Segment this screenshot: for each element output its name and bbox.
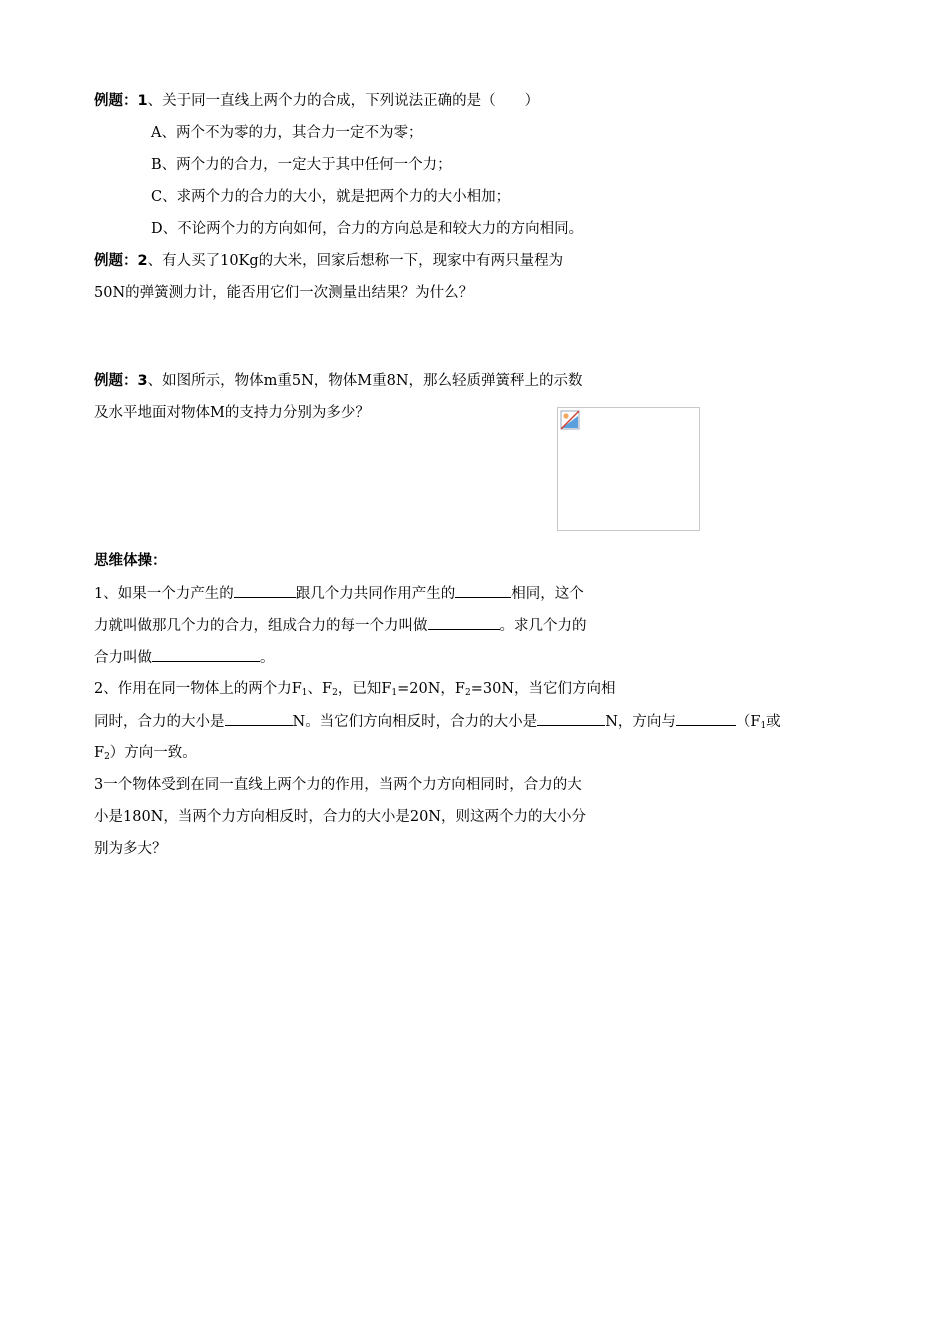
drill-q1-text-a: 1、如果一个力产生的 — [94, 586, 234, 602]
drill-q1-text-e: 。求几个力的 — [499, 618, 587, 634]
drill-q2-text-a: 2、作用在同一物体上的两个力F — [94, 681, 302, 697]
drill-q2-line-2 — [94, 711, 781, 736]
subscript-2b: 2 — [464, 688, 471, 698]
drill-q2-text-g: N。当它们方向相反时，合力的大小是 — [292, 714, 538, 730]
drill-q1-line-2 — [94, 615, 587, 636]
answer-blank-3[interactable] — [428, 615, 500, 630]
drill-q2-text-d: =20N，F — [397, 681, 465, 697]
drill-q1-text-c: 相同，这个 — [511, 586, 584, 602]
subscript-2c: 2 — [104, 752, 110, 762]
drill-q1-line-1 — [94, 583, 584, 604]
drill-q2-text-c: ，已知F — [337, 681, 392, 697]
drill-q1-text-d: 力就叫做那几个力的合力，组成合力的每一个力叫做 — [94, 618, 428, 634]
example-1-option-c: C、求两个力的合力的大小，就是把两个力的大小相加； — [151, 189, 511, 205]
drill-q2-text-f: 同时，合力的大小是 — [94, 714, 225, 730]
drill-q2-text-l: ）方向一致。 — [109, 745, 197, 761]
drill-q3-line-2: 小是180N，当两个力方向相反时，合力的大小是20N，则这两个力的大小分 — [94, 809, 586, 825]
example-3-line-1 — [94, 371, 583, 391]
example-1-option-a: A、两个不为零的力，其合力一定不为零； — [151, 125, 423, 141]
example-1-option-d: D、不论两个力的方向如何，合力的方向总是和较大力的方向相同。 — [151, 221, 584, 237]
answer-blank-6[interactable] — [537, 711, 605, 726]
example-2-label: 例题：2 — [94, 253, 148, 269]
answer-blank-7[interactable] — [676, 711, 736, 726]
drill-q1-text-g: 。 — [260, 650, 275, 666]
subscript-1: 1 — [301, 688, 308, 698]
example-2-text-1: 、有人买了10Kg的大米，回家后想称一下，现家中有两只量程为 — [147, 253, 564, 269]
drill-q1-text-b: 跟几个力共同作用产生的 — [295, 586, 456, 602]
answer-blank-2[interactable] — [455, 583, 511, 598]
answer-blank-1[interactable] — [234, 583, 296, 598]
example-1-question — [94, 91, 539, 111]
subscript-1b: 1 — [391, 688, 398, 698]
answer-blank-4[interactable] — [152, 647, 260, 662]
drill-q2-line-1 — [94, 679, 616, 703]
example-3-line-2: 及水平地面对物体M的支持力分别为多少？ — [94, 405, 370, 421]
answer-blank-5[interactable] — [225, 711, 293, 726]
example-1-option-b: B、两个力的合力，一定大于其中任何一个力； — [151, 157, 452, 173]
drill-q1-line-3 — [94, 647, 275, 668]
subscript-1c: 1 — [760, 721, 767, 731]
example-1-label: 例题：1 — [94, 93, 148, 109]
drill-q3-line-1: 3一个物体受到在同一直线上两个力的作用，当两个力方向相同时，合力的大 — [94, 777, 582, 793]
example-1-text: 、关于同一直线上两个力的合成，下列说法正确的是（ ） — [147, 93, 540, 109]
drill-q1-text-f: 合力叫做 — [94, 650, 152, 666]
example-3-text-1: 、如图所示，物体m重5N，物体M重8N，那么轻质弹簧秤上的示数 — [147, 373, 583, 389]
example-2-line-2: 50N的弹簧测力计，能否用它们一次测量出结果？为什么？ — [94, 285, 474, 301]
drill-title: 思维体操： — [94, 553, 167, 569]
drill-q2-text-e: =30N，当它们方向相 — [470, 681, 616, 697]
subscript-2: 2 — [332, 688, 338, 698]
example-3-label: 例题：3 — [94, 373, 148, 389]
example-3-figure — [557, 407, 700, 531]
drill-q2-line-3 — [94, 743, 197, 767]
drill-q2-text-b: 、F — [307, 681, 333, 697]
drill-q2-text-h: N，方向与 — [605, 714, 676, 730]
drill-q2-text-j: 或 — [766, 714, 781, 730]
drill-q2-text-i: （F — [735, 714, 761, 730]
example-2-line-1 — [94, 251, 563, 271]
drill-q2-text-k: F — [94, 745, 105, 761]
drill-q3-line-3: 别为多大？ — [94, 841, 167, 857]
broken-image-icon — [560, 410, 580, 430]
